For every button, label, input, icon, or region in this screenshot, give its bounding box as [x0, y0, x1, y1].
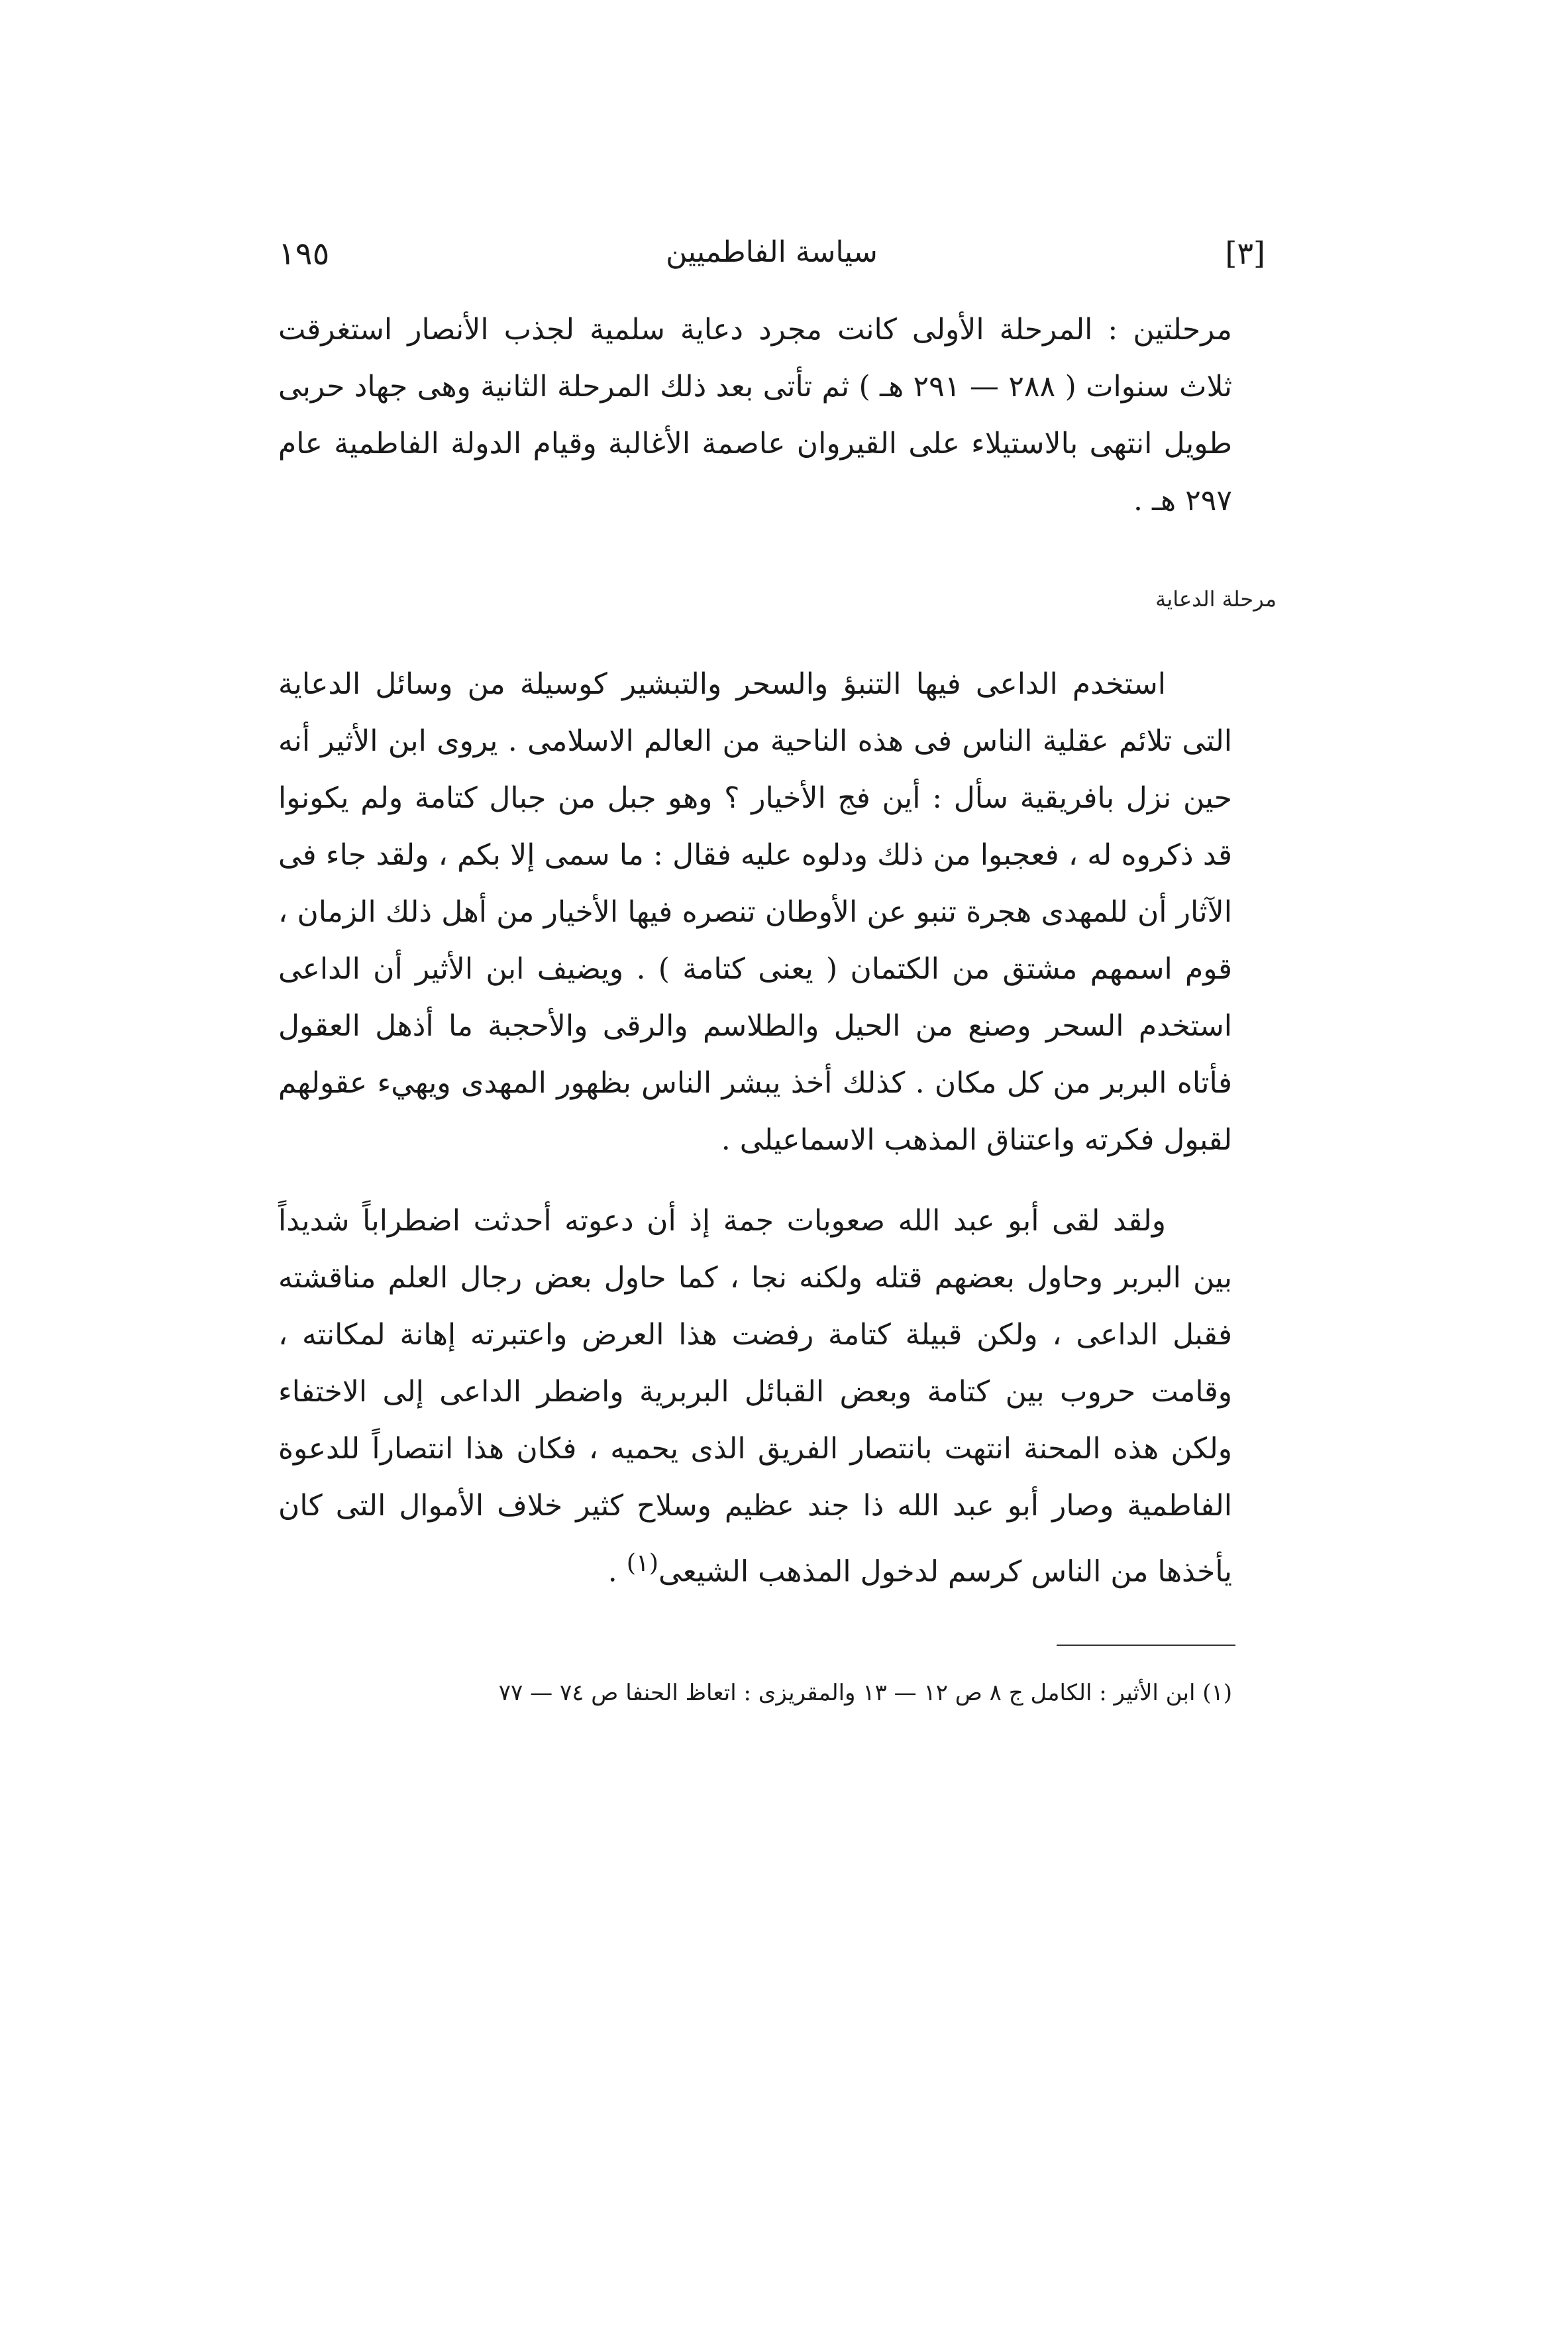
footnote-marker: (١): [626, 1548, 659, 1577]
page-number: ١٩٥: [278, 235, 330, 272]
footnote: (١) ابن الأثير : الكامل ج ٨ ص ١٢ — ١٣ والمقريزى : اتعاظ الحنفا ص ٧٤ — ٧٧: [498, 1680, 1232, 1706]
second-paragraph: [278, 1193, 1232, 1601]
running-title: سياسة الفاطميين: [666, 235, 878, 269]
second-paragraph-text: ولقد لقى أبو عبد الله صعوبات جمة إذ أن دعوته أحدثت اضطراباً شديداً بين البربر وحاول بعضهم قتله ولكنه نجا ، كما حاول بعض رجال العلم مناقشته فقبل الداعى ، ولكن قبيلة كتامة رفضت هذا العرض واعتبرته إهانة لمكانته ، وقامت حروب بين كتامة وبعض القبائل البربرية واضطر الداعى إلى الاختفاء ولكن هذه المحنة انتهت بانتصار الفريق الذى يحميه ، فكان هذا انتصاراً للدعوة الفاطمية وصار أبو عبد الله ذا جند عظيم وسلاح كثير خلاف الأموال التى كان يأخذها من الناس كرسم لدخول المذهب الشيعى: [278, 1204, 1232, 1589]
page-header: [278, 235, 1265, 282]
footnote-divider: [1057, 1645, 1235, 1646]
section-number: [٣]: [1225, 235, 1265, 271]
main-paragraph-block: [278, 656, 1232, 1169]
main-paragraph: استخدم الداعى فيها التنبؤ والسحر والتبشير كوسيلة من وسائل الدعاية التى تلائم عقلية الناس فى هذه الناحية من العالم الاسلامى . يروى ابن الأثير أنه حين نزل بافريقية سأل : أين فج الأخيار ؟ وهو جبل من جبال كتامة ولم يكونوا قد ذكروه له ، فعجبوا من ذلك ودلوه عليه فقال : ما سمى إلا بكم ، ولقد جاء فى الآثار أن للمهدى هجرة تنبو عن الأوطان تنصره فيها الأخيار من أهل ذلك الزمان ، قوم اسمهم مشتق من الكتمان ( يعنى كتامة ) . ويضيف ابن الأثير أن الداعى استخدم السحر وصنع من الحيل والطلاسم والرقى والأحجبة ما أذهل العقول فأتاه البربر من كل مكان . كذلك أخذ يبشر الناس بظهور المهدى ويهيء عقولهم لقبول فكرته واعتناق المذهب الاسماعيلى .: [278, 667, 1232, 1157]
intro-paragraph: مرحلتين : المرحلة الأولى كانت مجرد دعاية سلمية لجذب الأنصار استغرقت ثلاث سنوات ( ٢٨٨ — ٢٩١ هـ ) ثم تأتى بعد ذلك المرحلة الثانية وهى جهاد حربى طويل انتهى بالاستيلاء على القيروان عاصمة الأغالبة وقيام الدولة الفاطمية عام ٢٩٧ هـ .: [278, 313, 1232, 517]
intro-paragraph-block: [278, 301, 1232, 529]
second-paragraph-end: .: [607, 1554, 627, 1589]
side-heading: مرحلة الدعاية: [1155, 586, 1277, 612]
second-paragraph-block: [278, 1193, 1232, 1601]
